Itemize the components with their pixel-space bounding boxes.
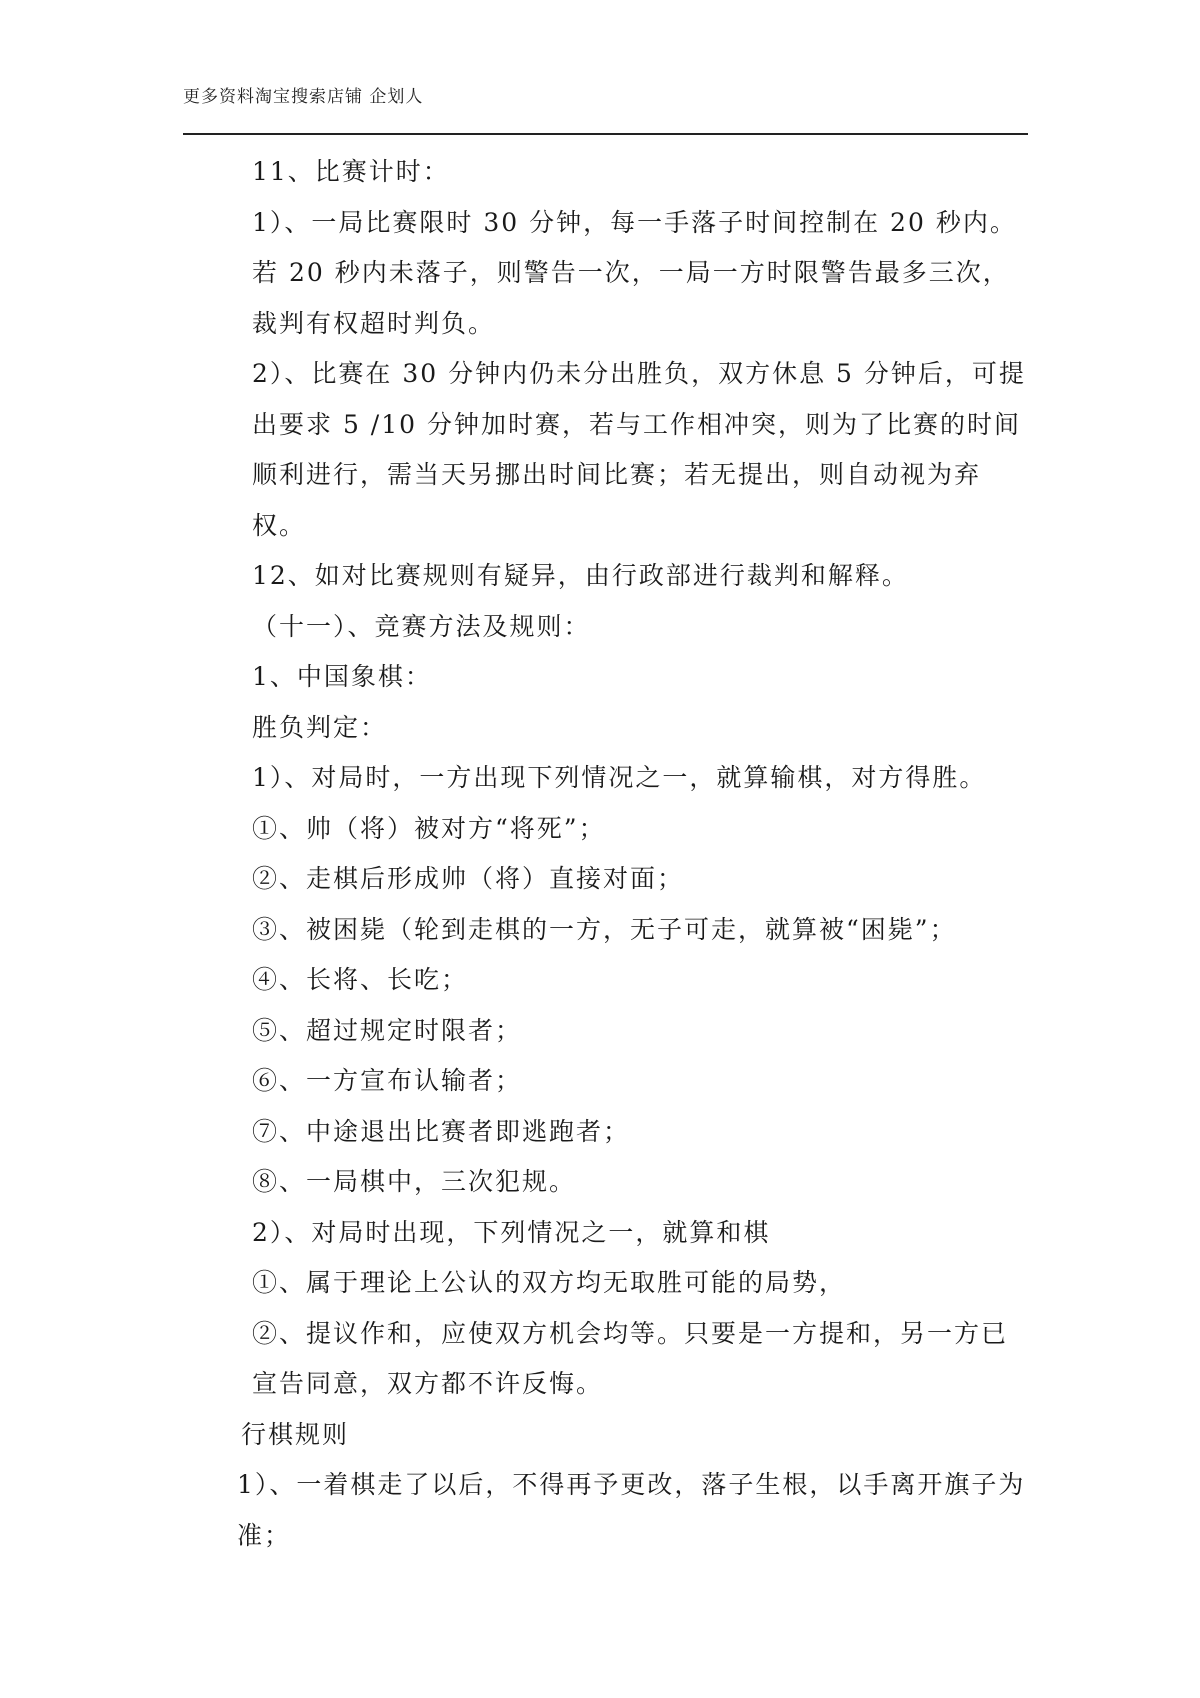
- list-item-draw-2: ②、提议作和，应使双方机会均等。只要是一方提和，另一方已宣告同意，双方都不许反悔。: [252, 1318, 1009, 1398]
- paragraph-section-11: 11、比赛计时：: [252, 157, 450, 186]
- paragraph-loss-conditions: 1）、对局时，一方出现下列情况之一，就算输棋，对方得胜。: [252, 763, 987, 792]
- paragraph-draw-conditions: 2）、对局时出现，下列情况之一，就算和棋: [252, 1217, 771, 1247]
- list-item-loss-8: ⑧、一局棋中，三次犯规。: [252, 1167, 577, 1196]
- paragraph-move-rule-1: 1）、一着棋走了以后，不得再予更改，落子生根，以手离开旗子为准；: [237, 1470, 1026, 1550]
- paragraph-overtime: 2）、比赛在 30 分钟内仍未分出胜负，双方休息 5 分钟后，可提出要求 5 /10 分钟加时赛，若与工作相冲突，则为了比赛的时间顺利进行，需当天另挪出时间比赛；若无提出，则自动视为弃权。: [252, 359, 1026, 540]
- list-item-loss-2: ②、走棋后形成帅（将）直接对面；: [252, 864, 685, 893]
- list-item-loss-1: ①、帅（将）被对方“将死”；: [252, 813, 606, 843]
- paragraph-win-loss-heading: 胜负判定：: [252, 712, 388, 742]
- list-item-loss-7: ⑦、中途退出比赛者即逃跑者；: [252, 1116, 631, 1146]
- list-item-loss-6: ⑥、一方宣布认输者；: [252, 1066, 523, 1095]
- paragraph-section-12: 12、如对比赛规则有疑异，由行政部进行裁判和解释。: [252, 561, 909, 590]
- list-item-loss-5: ⑤、超过规定时限者；: [252, 1015, 523, 1045]
- header-divider: [183, 133, 1028, 135]
- page-header: 更多资料淘宝搜索店铺 企划人: [183, 87, 424, 107]
- paragraph-move-rules-heading: 行棋规则: [241, 1419, 350, 1449]
- list-item-draw-1: ①、属于理论上公认的双方均无取胜可能的局势，: [252, 1268, 847, 1297]
- list-item-loss-3: ③、被困毙（轮到走棋的一方，无子可走，就算被“困毙”；: [252, 914, 957, 944]
- document-body: [183, 147, 1033, 1561]
- list-item-loss-4: ④、长将、长吃；: [252, 965, 469, 994]
- paragraph-competition-rules-heading: （十一）、竞赛方法及规则：: [252, 611, 591, 641]
- paragraph-chinese-chess-heading: 1、中国象棋：: [252, 662, 432, 691]
- paragraph-time-limit: 1）、一局比赛限时 30 分钟，每一手落子时间控制在 20 秒内。若 20 秒内未落子，则警告一次，一局一方时限警告最多三次，裁判有权超时判负。: [252, 207, 1017, 338]
